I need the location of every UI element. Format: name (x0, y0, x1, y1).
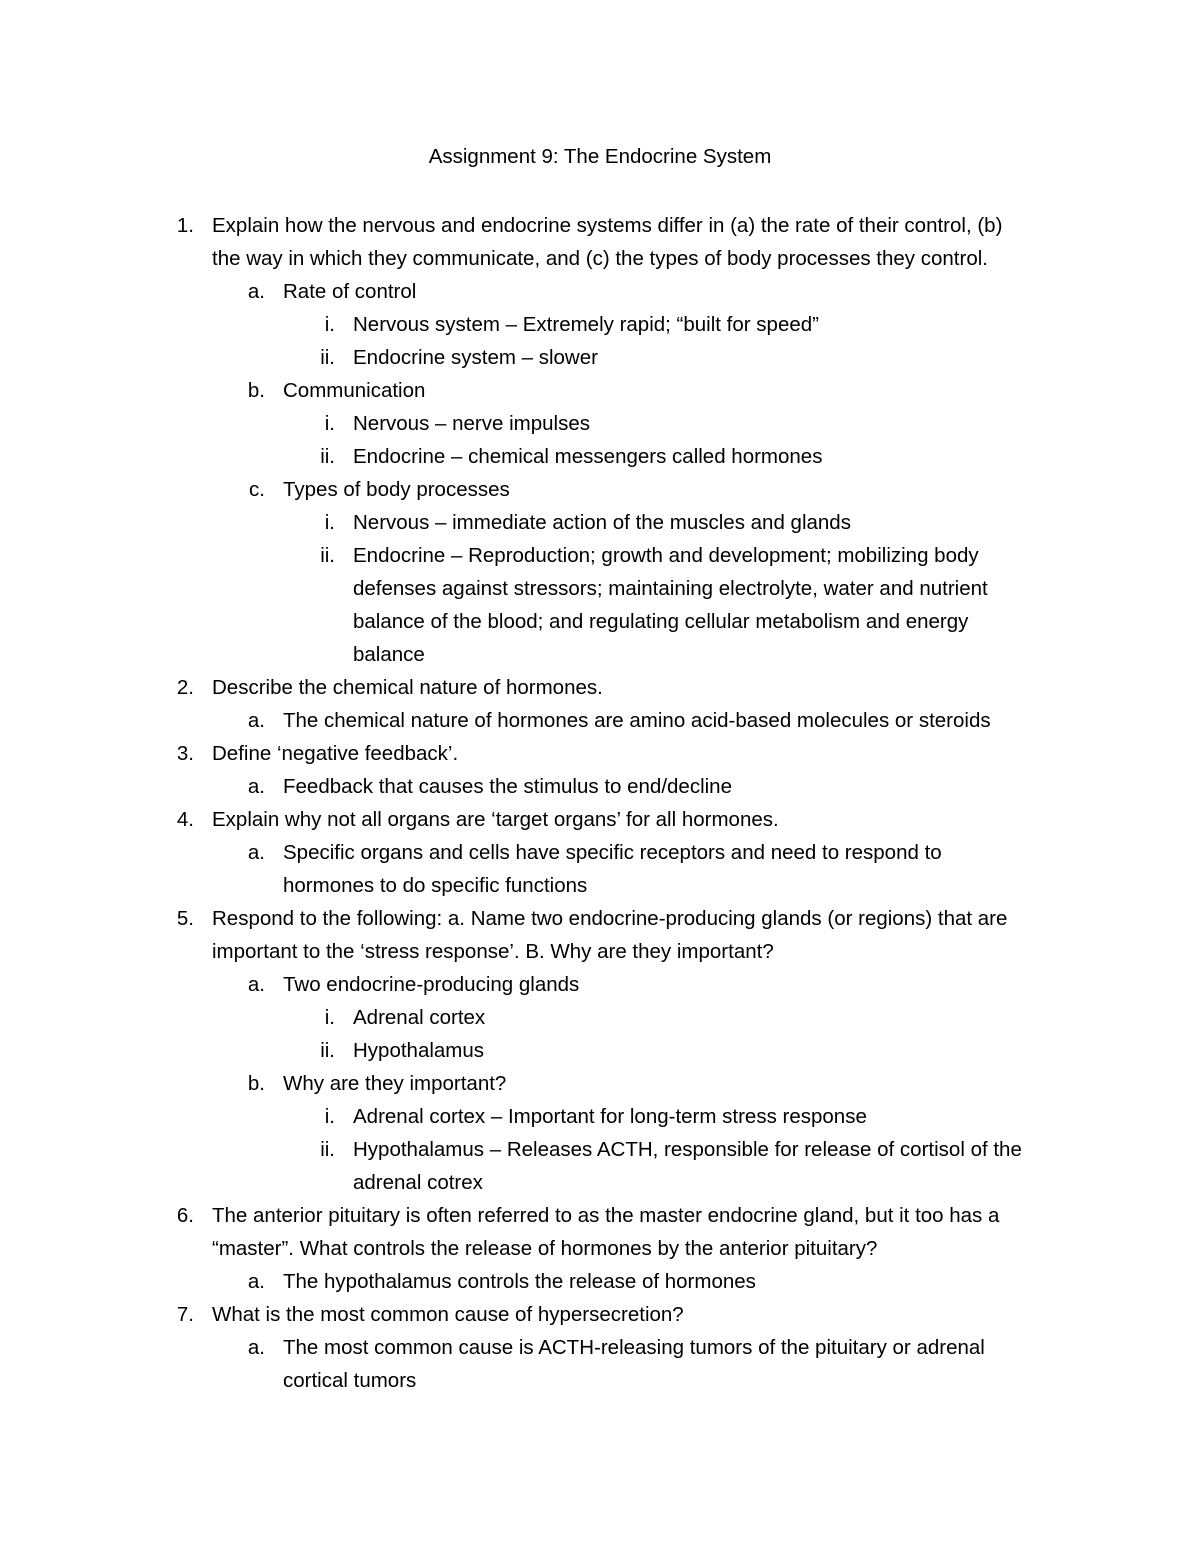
list-item (0, 671, 1200, 704)
list-item (0, 1001, 1200, 1034)
question-text: Respond to the following: a. Name two endocrine-producing glands (or regions) that are (212, 907, 1008, 930)
answer-text: Why are they important? (283, 1072, 507, 1095)
answer-letter: c. (249, 478, 265, 501)
list-item (0, 704, 1200, 737)
answer-letter: b. (247, 1072, 265, 1095)
list-item (0, 968, 1200, 1001)
answer-letter: b. (247, 379, 265, 402)
answer-letter: a. (247, 973, 265, 996)
answer-text: Specific organs and cells have specific receptors and need to respond to (283, 841, 942, 864)
list-item (0, 539, 1200, 572)
question-number: 1. (176, 214, 194, 237)
list-item (0, 506, 1200, 539)
list-item (0, 374, 1200, 407)
answer-text: Communication (283, 379, 426, 402)
question-number: 5. (176, 907, 194, 930)
answer-text-continued: hormones to do specific functions (283, 874, 588, 897)
answer-letter: a. (247, 1270, 265, 1293)
sub-answer-numeral: i. (324, 1006, 335, 1029)
list-item (0, 440, 1200, 473)
question-text: What is the most common cause of hypersecretion? (212, 1303, 684, 1326)
question-number: 3. (176, 742, 194, 765)
question-text: The anterior pituitary is often referred to as the master endocrine gland, but it too has a (212, 1204, 1000, 1227)
list-item (0, 1100, 1200, 1133)
sub-answer-text-continued: balance of the blood; and regulating cellular metabolism and energy (353, 610, 969, 633)
sub-answer-numeral: ii. (320, 346, 335, 369)
answer-text: The hypothalamus controls the release of hormones (283, 1270, 756, 1293)
answer-text: Types of body processes (283, 478, 510, 501)
list-item (0, 407, 1200, 440)
sub-answer-text: Nervous system – Extremely rapid; “built for speed” (353, 313, 819, 336)
question-number: 7. (176, 1303, 194, 1326)
list-item (0, 308, 1200, 341)
answer-text: Two endocrine-producing glands (283, 973, 580, 996)
list-item (0, 803, 1200, 836)
list-item (0, 869, 1200, 902)
question-text: Explain why not all organs are ‘target organs’ for all hormones. (212, 808, 779, 831)
answer-letter: a. (247, 775, 265, 798)
list-item (0, 935, 1200, 968)
list-item (0, 1133, 1200, 1166)
question-number: 2. (176, 676, 194, 699)
sub-answer-text: Endocrine – Reproduction; growth and development; mobilizing body (353, 544, 979, 567)
list-item (0, 902, 1200, 935)
sub-answer-text: Adrenal cortex – Important for long-term stress response (353, 1105, 867, 1128)
sub-answer-text: Nervous – immediate action of the muscles and glands (353, 511, 851, 534)
list-item (0, 638, 1200, 671)
sub-answer-text: Endocrine – chemical messengers called hormones (353, 445, 823, 468)
list-item (0, 1166, 1200, 1199)
list-item (0, 1298, 1200, 1331)
sub-answer-numeral: i. (324, 412, 335, 435)
list-item (0, 572, 1200, 605)
list-item (0, 341, 1200, 374)
sub-answer-text: Nervous – nerve impulses (353, 412, 590, 435)
answer-text-continued: cortical tumors (283, 1369, 417, 1392)
list-item (0, 1331, 1200, 1364)
list-item (0, 275, 1200, 308)
sub-answer-text-continued: balance (353, 643, 425, 666)
list-item (0, 1067, 1200, 1100)
list-item (0, 605, 1200, 638)
sub-answer-text: Hypothalamus (353, 1039, 485, 1062)
sub-answer-text-continued: defenses against stressors; maintaining electrolyte, water and nutrient (353, 577, 988, 600)
sub-answer-numeral: ii. (320, 1138, 335, 1161)
list-item (0, 1364, 1200, 1397)
list-item (0, 209, 1200, 242)
answer-text: Feedback that causes the stimulus to end/decline (283, 775, 732, 798)
list-item (0, 1265, 1200, 1298)
sub-answer-numeral: i. (324, 1105, 335, 1128)
sub-answer-numeral: ii. (320, 544, 335, 567)
sub-answer-numeral: ii. (320, 445, 335, 468)
question-list (0, 209, 1200, 1397)
answer-text: The chemical nature of hormones are amino acid-based molecules or steroids (283, 709, 991, 732)
sub-answer-text: Endocrine system – slower (353, 346, 598, 369)
question-text: Explain how the nervous and endocrine systems differ in (a) the rate of their control, (b) (212, 214, 1003, 237)
sub-answer-text-continued: adrenal cotrex (353, 1171, 483, 1194)
answer-letter: a. (247, 709, 265, 732)
list-item (0, 737, 1200, 770)
answer-letter: a. (247, 1336, 265, 1359)
list-item (0, 836, 1200, 869)
question-number: 4. (176, 808, 194, 831)
answer-letter: a. (247, 841, 265, 864)
list-item (0, 1034, 1200, 1067)
sub-answer-text: Adrenal cortex (353, 1006, 486, 1029)
question-text-continued: “master”. What controls the release of hormones by the anterior pituitary? (212, 1237, 878, 1260)
document-title: Assignment 9: The Endocrine System (428, 145, 772, 168)
sub-answer-numeral: ii. (320, 1039, 335, 1062)
sub-answer-text: Hypothalamus – Releases ACTH, responsible for release of cortisol of the (353, 1138, 1022, 1161)
list-item (0, 1199, 1200, 1232)
list-item (0, 242, 1200, 275)
question-text: Describe the chemical nature of hormones. (212, 676, 603, 699)
question-text-continued: the way in which they communicate, and (c) the types of body processes they control. (212, 247, 988, 270)
question-number: 6. (176, 1204, 194, 1227)
list-item (0, 473, 1200, 506)
answer-letter: a. (247, 280, 265, 303)
list-item (0, 1232, 1200, 1265)
answer-text: The most common cause is ACTH-releasing tumors of the pituitary or adrenal (283, 1336, 985, 1359)
question-text: Define ‘negative feedback’. (212, 742, 459, 765)
sub-answer-numeral: i. (324, 313, 335, 336)
answer-text: Rate of control (283, 280, 417, 303)
sub-answer-numeral: i. (324, 511, 335, 534)
question-text-continued: important to the ‘stress response’. B. Why are they important? (212, 940, 774, 963)
list-item (0, 770, 1200, 803)
